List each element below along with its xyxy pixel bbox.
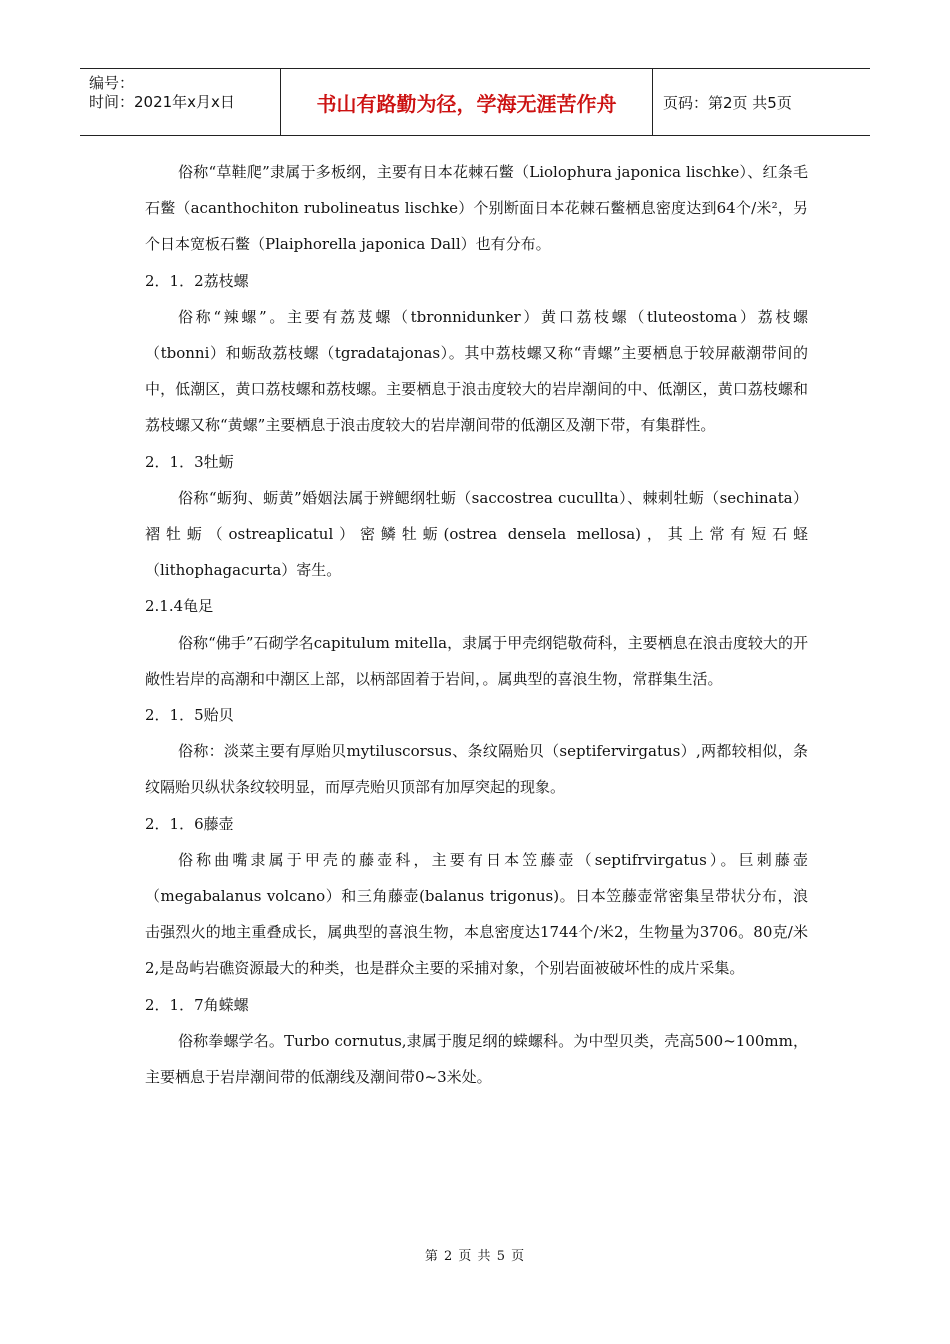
header-meta-cell: [80, 69, 281, 135]
section-heading-2-1-6: 2．1．6藤壶: [145, 814, 234, 833]
section-heading-2-1-3: 2．1．3牡蛎: [145, 452, 234, 471]
section-heading-2-1-5: 2．1．5贻贝: [145, 706, 234, 725]
paragraph-goose-barnacle: 俗称“佛手”石砌学名capitulum mitella，隶属于甲壳纲铠敬荷科，主要栖息在浪击度较大的开敞性岩岸的高潮和中潮区上部，以柄部固着于岩间，。属典型的喜浪生物，常群集生活。: [145, 633, 808, 688]
section-heading-2-1-4: 2.1.4龟足: [145, 597, 214, 616]
document-time-label: 时间：2021年x月x日: [89, 93, 235, 111]
document-number-label: 编号：: [89, 74, 135, 92]
page-footer: 第 2 页 共 5 页: [424, 1249, 526, 1264]
section-heading-2-1-2: 2．1．2荔枝螺: [145, 271, 249, 290]
paragraph-oyster: 俗称“蛎狗、蛎黄”婚姻法属于辨鳃纲牡蛎（saccostrea cucullta）、棘刺牡蛎（sechinata）褶牡蛎（ostreaplicatul）密鳞牡蛎(ostrea densela mellosa)，其上常有短石蛏（lithophagacurta）寄生。: [145, 488, 808, 580]
paragraph-turban-shell: 俗称拳螺学名。Turbo cornutus,隶属于腹足纲的蝾螺科。为中型贝类，壳高500~100mm，主要栖息于岩岸潮间带的低潮线及潮间带0~3米处。: [145, 1031, 808, 1087]
header-page-info: 页码：第2页 共5页: [663, 93, 792, 112]
paragraph-chitons: 俗称“草鞋爬”隶属于多板纲，主要有日本花棘石鳖（Liolophura japonica lischke）、红条毛石鳖（acanthochiton rubolineatus lischke）个别断面日本花棘石鳖栖息密度达到64个/米²，另个日本宽板石鳖（Plaiphorella japonica Dall）也有分布。: [145, 163, 808, 254]
paragraph-barnacle: 俗称曲嘴隶属于甲壳的藤壶科，主要有日本笠藤壶（septifrvirgatus）。巨刺藤壶（megabalanus volcano）和三角藤壶(balanus trigonus)。日本笠藤壶常密集呈带状分布，浪击强烈火的地主重叠成长，属典型的喜浪生物，本息密度达1744个/米2，生物量为3706。80克/米2,是岛屿岩礁资源最大的种类，也是群众主要的采捕对象，个别岩面被破坏性的成片采集。: [145, 850, 808, 978]
header-motto: 书山有路勤为径，学海无涯苦作舟: [281, 69, 653, 135]
paragraph-mussel: 俗称：淡菜主要有厚贻贝mytiluscorsus、条纹隔贻贝（septifervirgatus）,两都较相似，条纹隔贻贝纵状条纹较明显，而厚壳贻贝顶部有加厚突起的现象。: [145, 742, 808, 797]
document-body: [145, 154, 808, 1095]
section-heading-2-1-7: 2．1．7角蝾螺: [145, 995, 249, 1014]
paragraph-thais: 俗称“辣螺”。主要有荔芨螺（tbronnidunker）黄口荔枝螺（tluteostoma）荔枝螺（tbonni）和蛎敌荔枝螺（tgradatajonas）。其中荔枝螺又称“青螺”主要栖息于较屏蔽潮带间的中，低潮区，黄口荔枝螺和荔枝螺。主要栖息于浪击度较大的岩岸潮间的中、低潮区，黄口荔枝螺和荔枝螺又称“黄螺”主要栖息于浪击度较大的岩岸潮间带的低潮区及潮下带，有集群性。: [145, 307, 808, 435]
page-header: [80, 68, 870, 136]
